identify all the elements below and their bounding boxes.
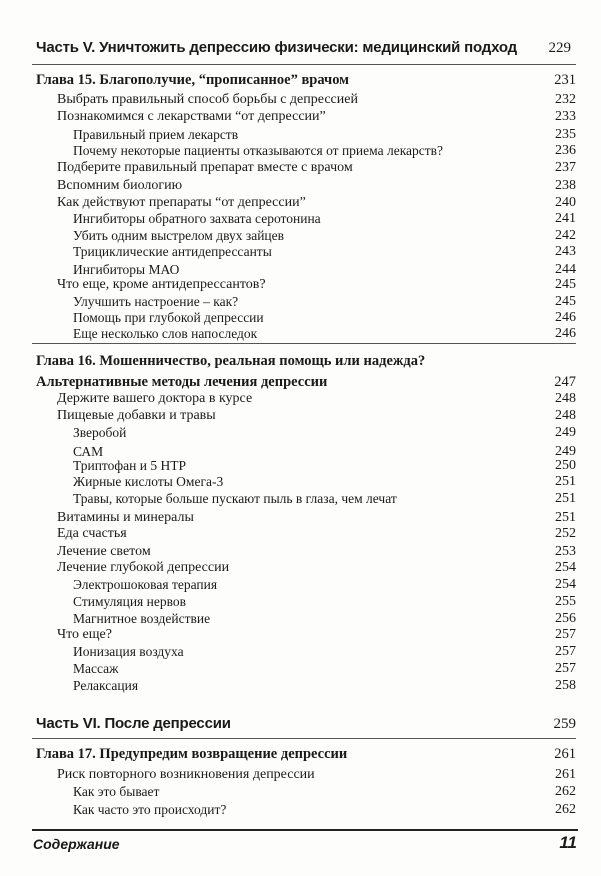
toc-entry-page-number: 246 — [555, 310, 576, 325]
toc-entry-title: Выбрать правильный способ борьбы с депрессией — [57, 92, 358, 107]
toc-entry-page-number: 251 — [555, 491, 576, 506]
toc-entry-part — [0, 40, 601, 60]
toc-entry-title: Триптофан и 5 НТР — [73, 458, 186, 473]
toc-entry-page-number: 232 — [555, 92, 576, 107]
toc-entry-title: Помощь при глубокой депрессии — [73, 310, 264, 325]
toc-entry-page-number: 256 — [555, 611, 576, 626]
toc-entry-title: Как действуют препараты “от депрессии” — [57, 195, 306, 210]
toc-entry-page-number: 254 — [555, 560, 576, 575]
toc-entry-page-number: 261 — [555, 767, 576, 782]
toc-entry-page-number: 262 — [555, 784, 576, 799]
toc-entry-chapter — [0, 353, 601, 373]
footer-page-number: 11 — [559, 833, 577, 852]
toc-entry-page-number: 252 — [555, 526, 576, 541]
toc-entry-level2 — [0, 244, 601, 264]
toc-entry-page-number: 240 — [555, 195, 576, 210]
toc-entry-title: Лечение светом — [57, 544, 151, 559]
toc-entry-title: Глава 16. Мошенничество, реальная помощь или надежда? — [36, 353, 426, 369]
toc-entry-title: Лечение глубокой депрессии — [57, 560, 230, 575]
toc-entry-title: Почему некоторые пациенты отказываются от приема лекарств? — [73, 143, 444, 158]
toc-entry-title: Альтернативные методы лечения депрессии — [36, 374, 328, 390]
toc-entry-page-number: 248 — [555, 391, 576, 406]
toc-entry-page-number: 255 — [555, 594, 576, 609]
toc-entry-page-number: 246 — [555, 326, 576, 341]
toc-entry-title: Познакомимся с лекарствами “от депрессии” — [57, 109, 326, 124]
toc-entry-title: Еда счастья — [57, 526, 127, 541]
toc-entry-chapter — [0, 72, 601, 92]
toc-entry-page-number: 229 — [548, 40, 571, 56]
toc-entry-title: Трициклические антидепрессанты — [73, 244, 272, 259]
toc-entry-title: Магнитное воздействие — [73, 611, 211, 626]
toc-entry-page-number: 233 — [555, 109, 576, 124]
toc-entry-page-number: 250 — [555, 458, 576, 473]
toc-entry-title: САМ — [73, 444, 104, 459]
toc-entry-level1 — [0, 109, 601, 129]
toc-entry-title: Как это бывает — [73, 784, 160, 799]
footer-section-title: Содержание — [33, 836, 120, 852]
toc-entry-title: Электрошоковая терапия — [73, 577, 218, 592]
toc-entry-title: Ионизация воздуха — [73, 644, 184, 659]
toc-entry-title: Правильный прием лекарств — [73, 127, 239, 142]
section-divider-rule — [32, 738, 576, 739]
toc-entry-page-number: 238 — [555, 178, 576, 193]
toc-entry-page-number: 243 — [555, 244, 576, 259]
toc-entry-title: Релаксация — [73, 678, 139, 693]
toc-entry-title: Убить одним выстрелом двух зайцев — [73, 228, 285, 243]
section-divider-rule — [32, 64, 576, 65]
toc-entry-title: Риск повторного возникновения депрессии — [57, 767, 315, 782]
toc-entry-title: Еще несколько слов напоследок — [73, 326, 258, 341]
toc-entry-title: Пищевые добавки и травы — [57, 408, 216, 423]
toc-entry-page-number: 251 — [555, 510, 576, 525]
toc-entry-title: Массаж — [73, 661, 119, 676]
toc-entry-page-number: 257 — [555, 661, 576, 676]
toc-entry-page-number: 253 — [555, 544, 576, 559]
toc-entry-title: Витамины и минералы — [57, 510, 194, 525]
toc-entry-page-number: 242 — [555, 228, 576, 243]
toc-entry-level2 — [0, 678, 601, 698]
toc-entry-title: Глава 17. Предупредим возвращение депрессии — [36, 746, 348, 762]
toc-entry-title: Жирные кислоты Омега-3 — [73, 474, 224, 489]
toc-entry-page-number: 231 — [554, 72, 576, 88]
toc-entry-level2 — [0, 491, 601, 511]
toc-entry-level1 — [0, 160, 601, 180]
toc-entry-page-number: 249 — [555, 444, 576, 459]
toc-entry-title: Глава 15. Благополучие, “прописанное” врачом — [36, 72, 350, 88]
toc-entry-part — [0, 716, 601, 736]
toc-entry-title: Что еще, кроме антидепрессантов? — [57, 277, 266, 292]
toc-entry-page-number: 259 — [553, 716, 576, 732]
toc-entry-title: Травы, которые больше пускают пыль в глаза, чем лечат — [73, 491, 397, 506]
toc-entry-chapter — [0, 746, 601, 766]
toc-entry-title: Держите вашего доктора в курсе — [57, 391, 253, 406]
toc-entry-title: Часть V. Уничтожить депрессию физически: медицинский подход — [36, 39, 517, 56]
toc-entry-page-number: 235 — [555, 127, 576, 142]
toc-entry-page-number: 249 — [555, 425, 576, 440]
toc-entry-title: Ингибиторы МАО — [73, 262, 180, 277]
toc-entry-level1 — [0, 526, 601, 546]
toc-entry-page-number: 261 — [554, 746, 576, 762]
toc-entry-page-number: 247 — [554, 374, 576, 390]
toc-entry-title: Часть VI. После депрессии — [36, 715, 231, 732]
toc-entry-title: Вспомним биологию — [57, 178, 183, 193]
toc-entry-level2 — [0, 802, 601, 822]
toc-entry-title: Ингибиторы обратного захвата серотонина — [73, 211, 321, 226]
toc-entry-page-number: 258 — [555, 678, 576, 693]
toc-entry-title: Стимуляция нервов — [73, 594, 187, 609]
toc-entry-title: Что еще? — [57, 627, 112, 642]
toc-entry-page-number: 245 — [555, 277, 576, 292]
toc-entry-page-number: 236 — [555, 143, 576, 158]
toc-entry-page-number: 251 — [555, 474, 576, 489]
toc-entry-title: Как часто это происходит? — [73, 802, 227, 817]
toc-entry-title: Улучшить настроение – как? — [73, 294, 239, 309]
toc-entry-page-number: 257 — [555, 627, 576, 642]
toc-entry-level2 — [0, 425, 601, 445]
toc-entry-page-number: 237 — [555, 160, 576, 175]
section-divider-rule — [32, 343, 576, 344]
toc-entry-page-number: 245 — [555, 294, 576, 309]
toc-entry-page-number: 248 — [555, 408, 576, 423]
toc-entry-page-number: 257 — [555, 644, 576, 659]
toc-entry-level2 — [0, 784, 601, 804]
footer-rule — [32, 829, 578, 831]
toc-entry-title: Подберите правильный препарат вместе с врачом — [57, 160, 353, 175]
toc-entry-page-number: 262 — [555, 802, 576, 817]
toc-entry-title: Зверобой — [73, 425, 127, 440]
toc-entry-page-number: 254 — [555, 577, 576, 592]
toc-entry-page-number: 244 — [555, 262, 576, 277]
toc-entry-page-number: 241 — [555, 211, 576, 226]
